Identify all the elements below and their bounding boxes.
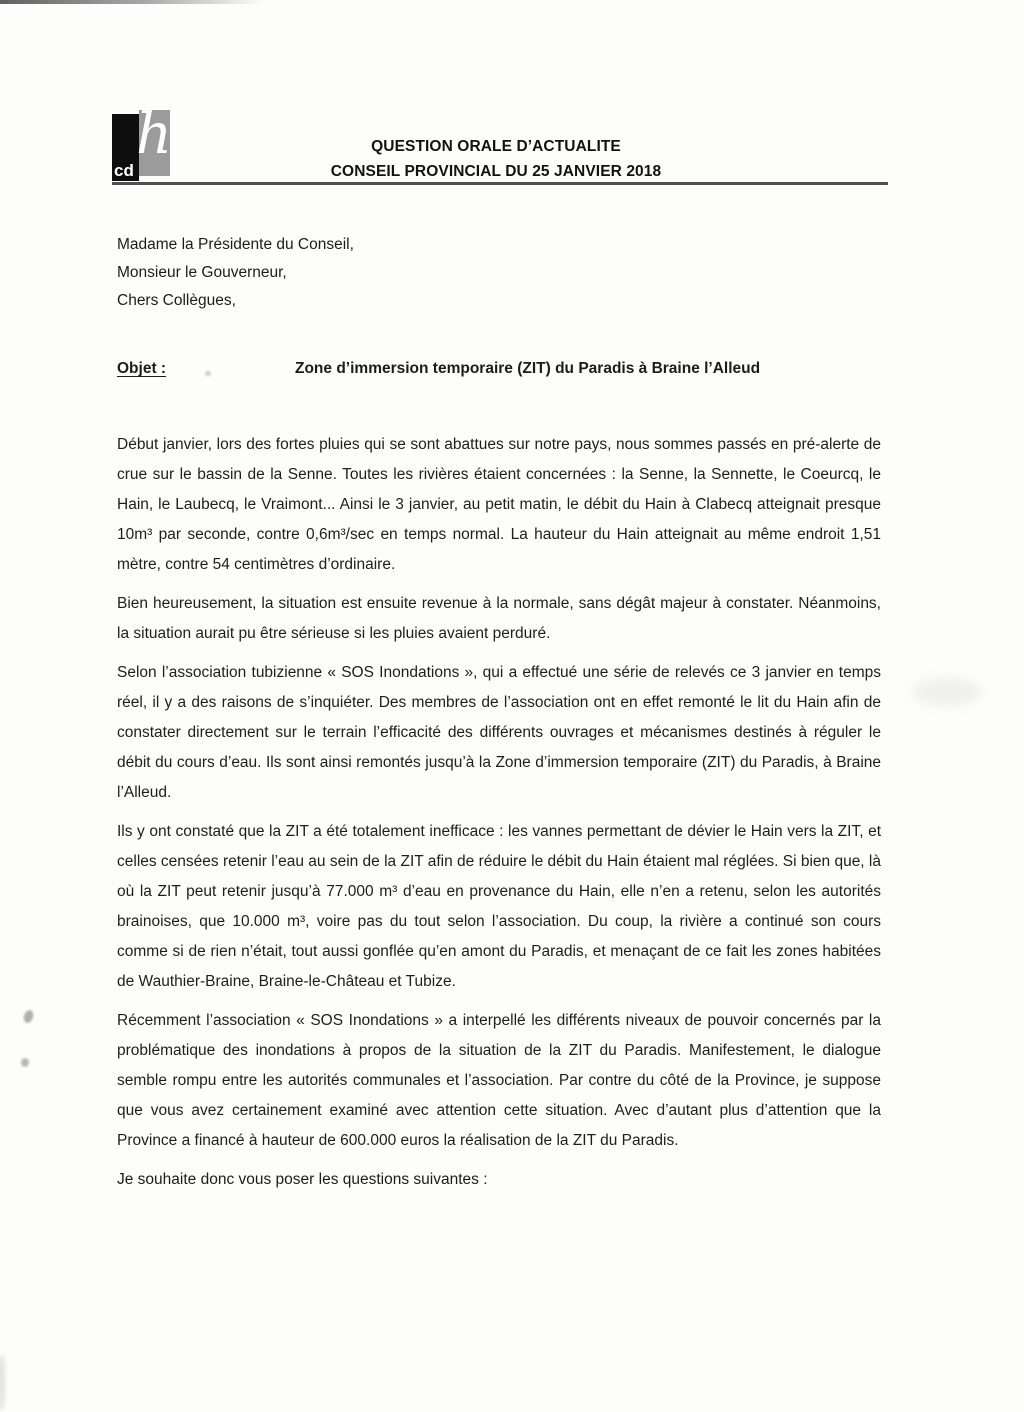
paragraph: Début janvier, lors des fortes pluies qui se sont abattues sur notre pays, nous sommes passés en pré-alerte de crue sur le bassin de la Senne. Toutes les rivières étaient concernées : la Senne, la Sennette, le Coeurcq, le Hain, le Laubecq, le Vraimont... Ainsi le 3 janvier, au petit matin, le débit du Hain à Clabecq atteignait presque 10m³ par seconde, contre 0,6m³/sec en temps normal. La hauteur du Hain atteignait au même endroit 1,51 mètre, contre 54 centimètres d’ordinaire. xyxy=(117,436,881,573)
salutation-block xyxy=(117,231,881,315)
subject-text: Zone d’immersion temporaire (ZIT) du Paradis à Braine l’Alleud xyxy=(295,360,761,377)
paragraphs-block xyxy=(117,430,881,1195)
subject-label: Objet : xyxy=(117,360,167,377)
logo-cd-text: cd xyxy=(114,161,134,180)
paragraph: Bien heureusement, la situation est ensuite revenue à la normale, sans dégât majeur à constater. Néanmoins, la situation aurait pu être sérieuse si les pluies avaient perduré. xyxy=(117,595,881,642)
header-title-block xyxy=(110,134,882,184)
paragraph: Récemment l’association « SOS Inondations » a interpellé les différents niveaux de pouvoir concernés par la problématique des inondations à propos de la situation de la ZIT du Paradis. Manifestement, le dialogue semble rompu entre les autorités communales et l’association. Par contre du côté de la Province, je suppose que vous avez certainement examiné avec attention cette situation. Avec d’autant plus d’attention que la Province a financé à hauteur de 600.000 euros la réalisation de la ZIT du Paradis. xyxy=(117,1012,881,1149)
scan-speck xyxy=(22,1009,35,1024)
salutation-line: Madame la Présidente du Conseil, xyxy=(117,236,354,253)
closing-line: Je souhaite donc vous poser les questions suivantes : xyxy=(117,1171,488,1188)
paragraph: Ils y ont constaté que la ZIT a été totalement inefficace : les vannes permettant de dévier le Hain vers la ZIT, et celles censées retenir l’eau au sein de la ZIT afin de réduire le débit du Hain étaient mal réglées. Si bien que, là où la ZIT peut retenir jusqu’à 77.000 m³ d’eau en provenance du Hain, elle n’en a retenu, selon les autorités brainoises, que 10.000 m³, voire pas du tout selon l’association. Du coup, la rivière a continué son cours comme si de rien n’était, tout aussi gonflée qu’en amont du Paradis, et menaçant de ce fait les zones habitées de Wauthier-Braine, Braine-le-Château et Tubize. xyxy=(117,823,881,990)
document-body xyxy=(117,231,881,1195)
scan-speck xyxy=(21,1058,29,1067)
salutation-line: Chers Collègues, xyxy=(117,292,236,309)
salutation-line: Monsieur le Gouverneur, xyxy=(117,264,287,281)
header-divider xyxy=(112,182,888,185)
scan-smudge xyxy=(0,1355,5,1410)
header-title-line2: CONSEIL PROVINCIAL DU 25 JANVIER 2018 xyxy=(330,163,662,180)
scan-edge-artifact xyxy=(0,0,265,4)
subject-row xyxy=(117,360,881,378)
header-title-line1: QUESTION ORALE D’ACTUALITE xyxy=(371,138,621,155)
paragraph: Selon l’association tubizienne « SOS Inondations », qui a effectué une série de relevés ce 3 janvier en temps réel, il y a des raisons de s’inquiéter. Des membres de l’association ont en effet remonté le lit du Hain afin de constater directement sur le terrain l’efficacité des différents ouvrages et mécanismes destinés à réguler le débit du cours d’eau. Ils sont ainsi remontés jusqu’à la Zone d’immersion temporaire (ZIT) du Paradis, à Braine l’Alleud. xyxy=(117,664,881,801)
scan-smudge xyxy=(912,678,982,706)
logo-h-text: h xyxy=(136,102,173,167)
